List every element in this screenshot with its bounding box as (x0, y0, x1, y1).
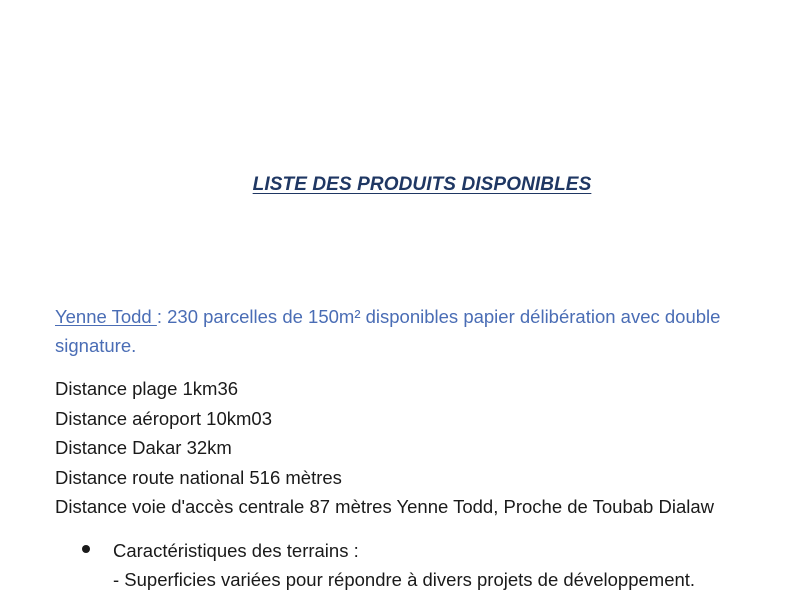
bullet-icon (82, 545, 90, 553)
features-section (82, 536, 782, 594)
document-title: LISTE DES PRODUITS DISPONIBLES (252, 174, 592, 195)
feature-subitem: - Superficies variées pour répondre à divers projets de développement. (113, 569, 696, 590)
location-name: Yenne Todd (55, 306, 157, 327)
intro-paragraph (55, 302, 775, 360)
distance-line: Distance route national 516 mètres (55, 466, 342, 488)
distance-line: Distance voie d'accès centrale 87 mètres Yenne Todd, Proche de Toubab Dialaw (55, 496, 714, 517)
features-bullet-item (82, 536, 782, 565)
distance-line: Distance Dakar 32km (55, 437, 232, 458)
distance-line: Distance aéroport 10km03 (55, 407, 272, 429)
distance-list (55, 374, 795, 522)
features-heading: Caractéristiques des terrains : (113, 540, 359, 561)
distance-line: Distance plage 1km36 (55, 378, 239, 399)
intro-text: : 230 parcelles de 150m² disponibles papier délibération avec double signature. (55, 306, 721, 356)
